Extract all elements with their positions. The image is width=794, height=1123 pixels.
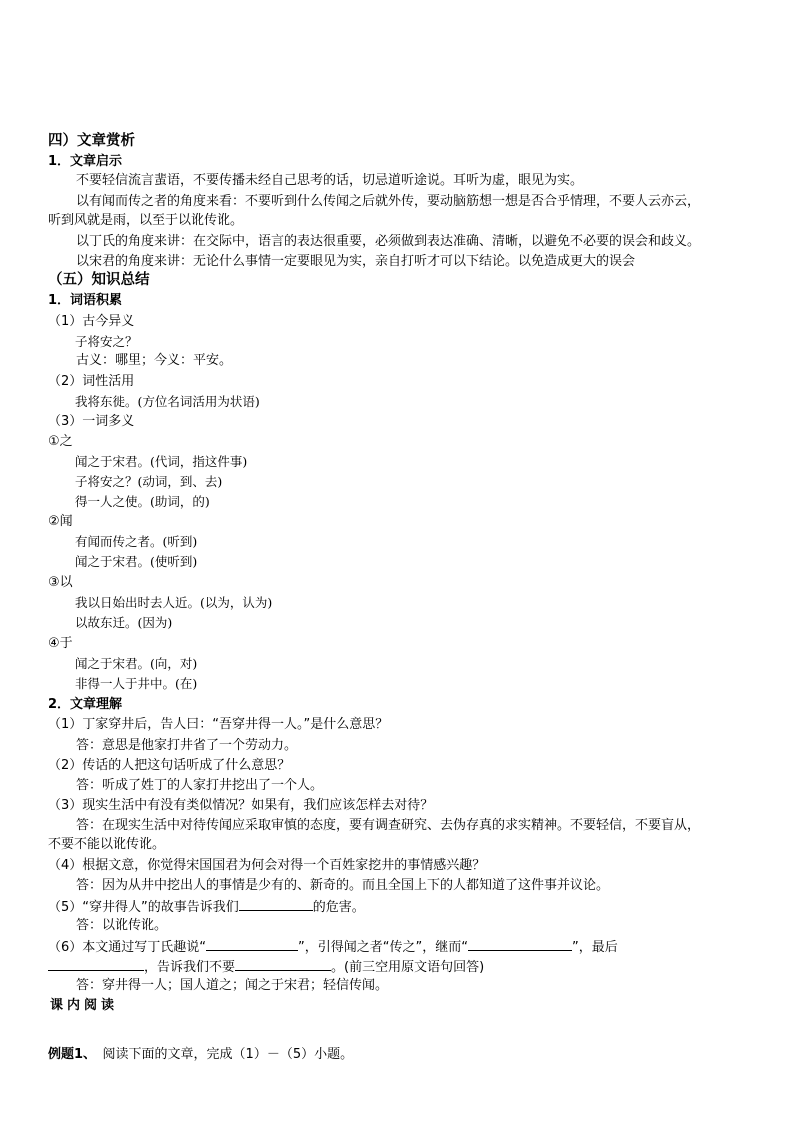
annotation: (代词，指这件事) [150,454,248,469]
s4-para-1: 不要轻信流言蜚语，不要传播未经自己思考的话，切忌道听途说。耳听为虚，眼见为实。 [76,173,584,188]
q6b [48,957,484,977]
classical-text: 我以日始出时去人近。 [75,595,201,610]
word-2: ②闻 [48,514,73,529]
annotation: (使听到) [150,554,198,569]
word-1: ①之 [48,434,73,449]
example-text: 阅读下面的文章，完成（1）－（5）小题。 [89,1047,354,1062]
s4-para-2b: 听到风就是雨，以至于以讹传讹。 [48,213,244,228]
word-4: ④于 [48,636,73,651]
annotation: (听到) [162,534,198,549]
section-5-title: （五）知识总结 [48,272,150,288]
in-class-reading-heading: 课内阅读 [50,998,119,1013]
annotation: (因为) [137,615,173,630]
q6-text: ，告诉我们不要 [144,960,236,975]
annotation: (以为，认为) [200,595,273,610]
q4: （4）根据文意，你觉得宋国国君为何会对得一个百姓家挖井的事情感兴趣？ [48,858,486,873]
s5-example [75,393,260,411]
s5-example [75,493,210,511]
annotation: (动词，到、去) [137,474,223,489]
a2: 答：听成了姓丁的人家打井挖出了一个人。 [76,778,324,793]
s5-example: 子将安之？ [75,334,138,349]
s4-para-2a: 以有闻而传之者的角度来看：不要听到什么传闻之后就外传，要动脑筋想一想是否合乎情理，不要人云亦云， [76,194,701,209]
q5-text: （5）“穿井得人”的故事告诉我们 [48,900,239,915]
annotation: (向，对) [150,656,198,671]
s5-example [75,655,197,673]
q1: （1）丁家穿井后，告人曰：“吾穿井得一人。”是什么意思？ [48,717,389,732]
s5-example [75,614,172,632]
q5-text: 的危害。 [312,900,365,915]
classical-text: 得一人之使。 [75,494,151,509]
a3a: 答：在现实生活中对待传闻应采取审慎的态度，要有调查研究、去伪存真的求实精神。不要轻信，不要盲从， [76,818,701,833]
q5 [48,897,365,917]
classical-text: 闻之于宋君。 [75,554,151,569]
s5-example [75,453,247,471]
classical-text: 闻之于宋君。 [75,656,151,671]
annotation: (助词，的) [150,494,210,509]
a6: 答：穿井得一人；国人道之；闻之于宋君；轻信传闻。 [76,978,389,993]
answer-blank[interactable] [206,937,298,951]
a3b: 不要不能以讹传讹。 [48,837,166,852]
answer-blank[interactable] [239,897,313,911]
s5-example [75,675,197,693]
answer-blank[interactable] [48,957,144,971]
classical-text: 我将东徙。 [75,394,138,409]
s5-line: 古义：哪里；今义：平安。 [76,353,233,368]
s4-para-3: 以丁氏的角度来讲：在交际中，语言的表达很重要，必须做到表达准确、清晰，以避免不必要的误会和歧义。 [76,234,701,249]
q6-text: ”，最后 [571,940,618,955]
a4: 答：因为从井中挖出人的事情是少有的、新奇的。而且全国上下的人都知道了这件事并议论。 [76,878,610,893]
s5-example [75,533,197,551]
annotation: (在) [175,676,198,691]
s5-sub-3: （3）一词多义 [48,414,135,429]
q3: （3）现实生活中有没有类似情况？如果有，我们应该怎样去对待？ [48,798,434,813]
example-label: 例题1、 [48,1047,90,1062]
example-1 [48,1046,353,1064]
s5-sub-2: （2）词性活用 [48,374,135,389]
answer-blank[interactable] [468,937,572,951]
q2: （2）传话的人把这句话听成了什么意思？ [48,758,291,773]
q6a [48,937,618,957]
answer-blank[interactable] [235,957,331,971]
s4-para-4: 以宋君的角度来讲：无论什么事情一定要眼见为实，亲自打听才可以下结论。以免造成更大的误会 [76,254,636,269]
annotation: (方位名词活用为状语) [137,394,260,409]
classical-text: 闻之于宋君。 [75,454,151,469]
classical-text: 以故东迁。 [75,615,138,630]
classical-text: 非得一人于井中。 [75,676,176,691]
classical-text: 子将安之？ [75,474,138,489]
classical-text: 有闻而传之者。 [75,534,163,549]
s5-example [75,553,197,571]
a1: 答：意思是他家打井省了一个劳动力。 [76,738,298,753]
a5: 答：以讹传讹。 [76,918,168,933]
s5-heading-2: 2．文章理解 [48,697,123,712]
s4-heading-1: 1．文章启示 [48,154,123,169]
q6-text: 。(前三空用原文语句回答) [331,960,485,975]
word-3: ③以 [48,575,73,590]
s5-heading-1: 1．词语积累 [48,293,123,308]
section-4-title: 四）文章赏析 [48,133,135,149]
q6-text: （6）本文通过写丁氏趣说“ [48,940,207,955]
s5-example [75,594,272,612]
q6-text: ”，引得闻之者“传之”，继而“ [298,940,468,955]
s5-example [75,473,222,491]
s5-sub-1: （1）古今异义 [48,314,135,329]
